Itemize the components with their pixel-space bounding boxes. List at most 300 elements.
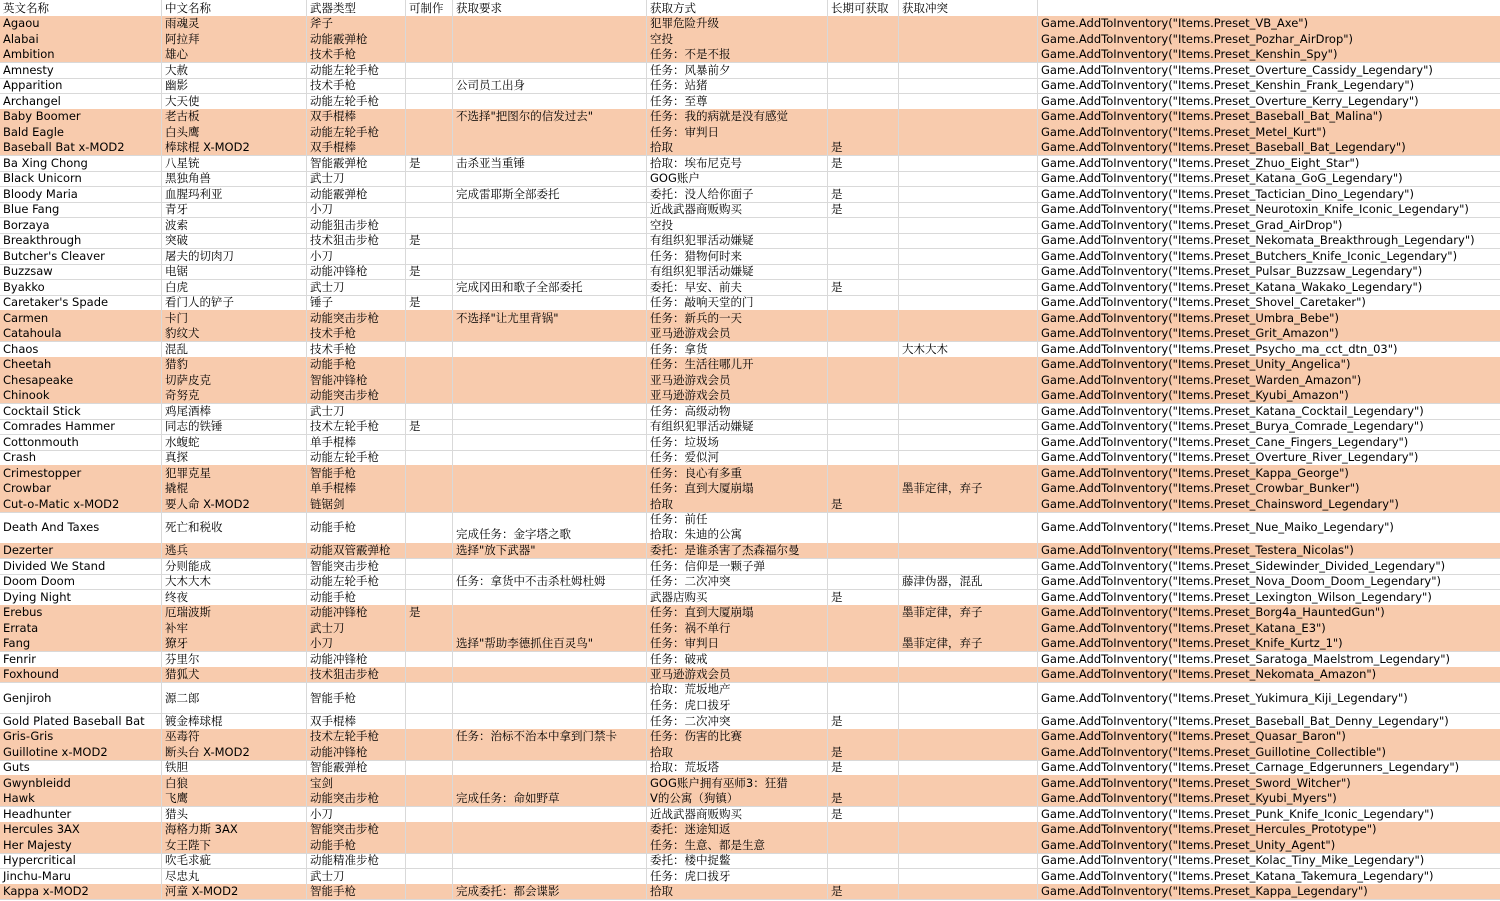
col-conflict-cell[interactable]: 大木大木: [899, 341, 1038, 357]
col-weapon-type-cell[interactable]: 动能冲锋枪: [307, 744, 406, 760]
col-conflict-cell[interactable]: [899, 822, 1038, 838]
col-english-name-cell[interactable]: Kappa x-MOD2: [0, 884, 162, 900]
col-english-name-cell[interactable]: Alabai: [0, 31, 162, 47]
col-obtain-method-cell[interactable]: 任务：审判日: [647, 124, 828, 140]
col-weapon-type-cell[interactable]: 技术左轮手枪: [307, 419, 406, 435]
col-command-cell[interactable]: Game.AddToInventory("Items.Preset_Neurotoxin_Knife_Iconic_Legendary"): [1041, 202, 1469, 217]
col-command-cell[interactable]: Game.AddToInventory("Items.Preset_Nekomata_Amazon"): [1041, 667, 1377, 682]
col-conflict-cell[interactable]: [899, 47, 1038, 63]
col-chinese-name-cell[interactable]: 女王陛下: [162, 837, 307, 853]
col-craftable-cell[interactable]: [406, 388, 453, 404]
col-command-cell[interactable]: Game.AddToInventory("Items.Preset_Kenshin_Spy"): [1041, 47, 1338, 62]
col-conflict-cell[interactable]: [899, 744, 1038, 760]
col-obtain-method-cell[interactable]: 任务：风暴前夕: [647, 62, 828, 78]
col-obtain-method-cell[interactable]: 近战武器商贩购买: [647, 806, 828, 822]
col-english-name-cell[interactable]: Carmen: [0, 310, 162, 326]
col-long-term-cell[interactable]: [828, 295, 899, 311]
col-english-name-cell[interactable]: Butcher's Cleaver: [0, 248, 162, 264]
col-long-term-cell[interactable]: [828, 512, 899, 543]
col-english-name-cell[interactable]: Ba Xing Chong: [0, 155, 162, 171]
col-conflict-cell[interactable]: [899, 310, 1038, 326]
col-command-cell[interactable]: Game.AddToInventory("Items.Preset_Psycho_ma_cct_dtn_03"): [1041, 341, 1398, 356]
col-weapon-type-cell[interactable]: 小刀: [307, 636, 406, 652]
col-conflict-cell[interactable]: [899, 806, 1038, 822]
col-craftable-cell[interactable]: [406, 791, 453, 807]
col-requirement-header[interactable]: 获取要求: [453, 0, 647, 16]
col-craftable-cell[interactable]: [406, 434, 453, 450]
col-command-cell[interactable]: Game.AddToInventory("Items.Preset_Kappa_George"): [1041, 465, 1349, 480]
col-obtain-method-cell[interactable]: 近战武器商贩购买: [647, 202, 828, 218]
col-command-cell[interactable]: Game.AddToInventory("Items.Preset_Unity_Angelica"): [1041, 357, 1351, 372]
col-command-cell[interactable]: Game.AddToInventory("Items.Preset_Kyubi_Myers"): [1041, 791, 1337, 806]
col-requirement-cell[interactable]: 完成任务：金字塔之歌: [453, 512, 647, 543]
col-requirement-cell[interactable]: [453, 589, 647, 605]
col-english-name-cell[interactable]: Dezerter: [0, 543, 162, 559]
col-chinese-name-cell[interactable]: 大天使: [162, 93, 307, 109]
col-conflict-cell[interactable]: [899, 124, 1038, 140]
col-english-name-cell[interactable]: Buzzsaw: [0, 264, 162, 280]
col-weapon-type-cell[interactable]: 智能手枪: [307, 465, 406, 481]
col-requirement-cell[interactable]: 完成雷耶斯全部委托: [453, 186, 647, 202]
col-chinese-name-cell[interactable]: 突破: [162, 233, 307, 249]
col-long-term-cell[interactable]: 是: [828, 760, 899, 776]
col-english-name-cell[interactable]: Fang: [0, 636, 162, 652]
col-chinese-name-cell[interactable]: 海格力斯 3AX: [162, 822, 307, 838]
col-command-cell[interactable]: Game.AddToInventory("Items.Preset_Katana_Takemura_Legendary"): [1041, 868, 1434, 883]
col-obtain-method-cell[interactable]: 任务：敲响天堂的门: [647, 295, 828, 311]
col-chinese-name-cell[interactable]: 同志的铁锤: [162, 419, 307, 435]
col-long-term-cell[interactable]: [828, 682, 899, 713]
col-long-term-cell[interactable]: [828, 419, 899, 435]
col-weapon-type-cell[interactable]: 武士刀: [307, 171, 406, 187]
col-command-cell[interactable]: Game.AddToInventory("Items.Preset_Yukimura_Kiji_Legendary"): [1041, 690, 1408, 705]
col-chinese-name-cell[interactable]: 镀金棒球棍: [162, 713, 307, 729]
col-weapon-type-cell[interactable]: 技术手枪: [307, 78, 406, 94]
col-weapon-type-cell[interactable]: 动能霰弹枪: [307, 186, 406, 202]
col-weapon-type-cell[interactable]: 双手棍棒: [307, 140, 406, 156]
col-weapon-type-cell[interactable]: 动能手枪: [307, 589, 406, 605]
col-weapon-type-cell[interactable]: 武士刀: [307, 620, 406, 636]
col-english-name-cell[interactable]: Cut-o-Matic x-MOD2: [0, 496, 162, 512]
col-requirement-cell[interactable]: [453, 605, 647, 621]
col-english-name-cell[interactable]: Comrades Hammer: [0, 419, 162, 435]
col-obtain-method-cell[interactable]: 委托：没人给你面子: [647, 186, 828, 202]
col-command-cell[interactable]: Game.AddToInventory("Items.Preset_VB_Axe"): [1041, 16, 1309, 31]
col-obtain-method-cell[interactable]: 任务：信仰是一颗子弹: [647, 558, 828, 574]
col-long-term-cell[interactable]: [828, 341, 899, 357]
col-conflict-cell[interactable]: [899, 233, 1038, 249]
col-obtain-method-cell[interactable]: 任务：二次冲突: [647, 574, 828, 590]
col-command-cell[interactable]: Game.AddToInventory("Items.Preset_Overture_Cassidy_Legendary"): [1041, 62, 1433, 77]
col-requirement-cell[interactable]: [453, 760, 647, 776]
col-long-term-cell[interactable]: 是: [828, 202, 899, 218]
col-command-cell[interactable]: Game.AddToInventory("Items.Preset_Grad_AirDrop"): [1041, 217, 1343, 232]
col-requirement-cell[interactable]: [453, 822, 647, 838]
col-obtain-method-cell[interactable]: 拾取: [647, 496, 828, 512]
col-craftable-cell[interactable]: 是: [406, 605, 453, 621]
col-command-cell[interactable]: Game.AddToInventory("Items.Preset_Punk_Knife_Iconic_Legendary"): [1041, 806, 1434, 821]
col-conflict-cell[interactable]: [899, 279, 1038, 295]
col-craftable-cell[interactable]: [406, 109, 453, 125]
col-command-cell[interactable]: Game.AddToInventory("Items.Preset_Grit_Amazon"): [1041, 326, 1339, 341]
col-long-term-cell[interactable]: [828, 217, 899, 233]
col-chinese-name-cell[interactable]: 水蝮蛇: [162, 434, 307, 450]
col-requirement-cell[interactable]: [453, 496, 647, 512]
col-command-cell[interactable]: Game.AddToInventory("Items.Preset_Kyubi_Amazon"): [1041, 388, 1349, 403]
col-command-cell[interactable]: Game.AddToInventory("Items.Preset_Baseball_Bat_Denny_Legendary"): [1041, 713, 1449, 728]
col-weapon-type-cell[interactable]: 动能左轮手枪: [307, 124, 406, 140]
col-conflict-cell[interactable]: [899, 264, 1038, 280]
col-english-name-cell[interactable]: Caretaker's Spade: [0, 295, 162, 311]
col-chinese-name-cell[interactable]: 河童 X-MOD2: [162, 884, 307, 900]
col-craftable-cell[interactable]: [406, 682, 453, 713]
col-english-name-cell[interactable]: Dying Night: [0, 589, 162, 605]
col-chinese-name-cell[interactable]: 白头鹰: [162, 124, 307, 140]
col-conflict-cell[interactable]: [899, 450, 1038, 466]
col-craftable-cell[interactable]: [406, 357, 453, 373]
col-command-cell[interactable]: Game.AddToInventory("Items.Preset_Sword_Witcher"): [1041, 775, 1351, 790]
col-requirement-cell[interactable]: [453, 295, 647, 311]
col-craftable-cell[interactable]: [406, 512, 453, 543]
col-obtain-method-cell[interactable]: 空投: [647, 31, 828, 47]
col-chinese-name-header[interactable]: 中文名称: [162, 0, 307, 16]
col-requirement-cell[interactable]: [453, 357, 647, 373]
col-obtain-method-cell[interactable]: 武器店购买: [647, 589, 828, 605]
col-conflict-cell[interactable]: [899, 419, 1038, 435]
col-obtain-method-cell[interactable]: 委托：是谁杀害了杰森福尔曼: [647, 543, 828, 559]
col-requirement-cell[interactable]: 不选择"把图尔的信发过去": [453, 109, 647, 125]
col-english-name-cell[interactable]: Bloody Maria: [0, 186, 162, 202]
col-chinese-name-cell[interactable]: 电锯: [162, 264, 307, 280]
col-craftable-cell[interactable]: 是: [406, 264, 453, 280]
col-obtain-method-cell[interactable]: 任务：前任 拾取：朱迪的公寓: [647, 512, 828, 543]
col-chinese-name-cell[interactable]: 大木大木: [162, 574, 307, 590]
col-craftable-cell[interactable]: [406, 465, 453, 481]
col-english-name-cell[interactable]: Doom Doom: [0, 574, 162, 590]
col-long-term-cell[interactable]: [828, 636, 899, 652]
col-long-term-cell[interactable]: [828, 310, 899, 326]
col-command-cell[interactable]: Game.AddToInventory("Items.Preset_Pozhar_AirDrop"): [1041, 31, 1354, 46]
col-long-term-cell[interactable]: [828, 62, 899, 78]
col-command-cell[interactable]: Game.AddToInventory("Items.Preset_Baseball_Bat_Malina"): [1041, 109, 1383, 124]
col-conflict-cell[interactable]: [899, 388, 1038, 404]
col-requirement-cell[interactable]: [453, 465, 647, 481]
col-obtain-method-cell[interactable]: 任务：站猪: [647, 78, 828, 94]
col-requirement-cell[interactable]: 任务：拿货中不击杀杜姆杜姆: [453, 574, 647, 590]
col-craftable-cell[interactable]: 是: [406, 155, 453, 171]
col-english-name-cell[interactable]: Hercules 3AX: [0, 822, 162, 838]
col-long-term-cell[interactable]: [828, 729, 899, 745]
col-command-cell[interactable]: Game.AddToInventory("Items.Preset_Crowbar_Bunker"): [1041, 481, 1360, 496]
col-chinese-name-cell[interactable]: 奇努克: [162, 388, 307, 404]
col-conflict-cell[interactable]: [899, 78, 1038, 94]
col-obtain-method-cell[interactable]: 犯罪危险升级: [647, 16, 828, 32]
col-english-name-cell[interactable]: Byakko: [0, 279, 162, 295]
col-requirement-cell[interactable]: [453, 93, 647, 109]
col-obtain-method-cell[interactable]: 亚马逊游戏会员: [647, 326, 828, 342]
col-craftable-cell[interactable]: [406, 853, 453, 869]
col-command-cell[interactable]: Game.AddToInventory("Items.Preset_Burya_Comrade_Legendary"): [1041, 419, 1424, 434]
col-chinese-name-cell[interactable]: 黑独角兽: [162, 171, 307, 187]
col-requirement-cell[interactable]: [453, 450, 647, 466]
col-craftable-cell[interactable]: [406, 868, 453, 884]
col-conflict-cell[interactable]: [899, 713, 1038, 729]
col-craftable-cell[interactable]: [406, 651, 453, 667]
col-obtain-method-cell[interactable]: 任务：虎口拔牙: [647, 868, 828, 884]
col-chinese-name-cell[interactable]: 老古板: [162, 109, 307, 125]
col-obtain-method-cell[interactable]: 任务：高级动物: [647, 403, 828, 419]
col-command-cell[interactable]: Game.AddToInventory("Items.Preset_Kappa_Legendary"): [1041, 884, 1368, 899]
col-requirement-cell[interactable]: 选择"放下武器": [453, 543, 647, 559]
col-long-term-cell[interactable]: [828, 171, 899, 187]
col-long-term-cell[interactable]: [828, 775, 899, 791]
col-requirement-cell[interactable]: [453, 837, 647, 853]
col-command-cell[interactable]: Game.AddToInventory("Items.Preset_Katana_Cocktail_Legendary"): [1041, 403, 1424, 418]
col-craftable-cell[interactable]: [406, 636, 453, 652]
col-chinese-name-cell[interactable]: 卡门: [162, 310, 307, 326]
col-long-term-cell[interactable]: [828, 434, 899, 450]
col-english-name-cell[interactable]: Chinook: [0, 388, 162, 404]
col-weapon-type-cell[interactable]: 动能手枪: [307, 357, 406, 373]
col-chinese-name-cell[interactable]: 芬里尔: [162, 651, 307, 667]
col-chinese-name-cell[interactable]: 犯罪克星: [162, 465, 307, 481]
col-requirement-cell[interactable]: [453, 124, 647, 140]
col-conflict-cell[interactable]: [899, 31, 1038, 47]
col-command-header[interactable]: [1038, 0, 1500, 16]
col-command-cell[interactable]: Game.AddToInventory("Items.Preset_Overture_Kerry_Legendary"): [1041, 93, 1419, 108]
col-obtain-method-cell[interactable]: 任务：爱似河: [647, 450, 828, 466]
col-chinese-name-cell[interactable]: 铁胆: [162, 760, 307, 776]
col-obtain-method-cell[interactable]: 委托：早安、前夫: [647, 279, 828, 295]
col-requirement-cell[interactable]: 完成任务：命如野草: [453, 791, 647, 807]
col-obtain-method-cell[interactable]: 亚马逊游戏会员: [647, 372, 828, 388]
col-weapon-type-cell[interactable]: 武士刀: [307, 279, 406, 295]
col-weapon-type-cell[interactable]: 双手棍棒: [307, 713, 406, 729]
col-obtain-method-cell[interactable]: 任务：猎物何时来: [647, 248, 828, 264]
col-requirement-cell[interactable]: [453, 806, 647, 822]
col-weapon-type-cell[interactable]: 小刀: [307, 202, 406, 218]
col-english-name-cell[interactable]: Catahoula: [0, 326, 162, 342]
col-chinese-name-cell[interactable]: 死亡和税收: [162, 512, 307, 543]
col-command-cell[interactable]: Game.AddToInventory("Items.Preset_Zhuo_Eight_Star"): [1041, 155, 1360, 170]
col-command-cell[interactable]: Game.AddToInventory("Items.Preset_Kenshin_Frank_Legendary"): [1041, 78, 1415, 93]
col-obtain-method-cell[interactable]: 任务：审判日: [647, 636, 828, 652]
col-obtain-method-cell[interactable]: 任务：破戒: [647, 651, 828, 667]
col-weapon-type-cell[interactable]: 技术狙击步枪: [307, 233, 406, 249]
col-english-name-cell[interactable]: Gris-Gris: [0, 729, 162, 745]
col-english-name-cell[interactable]: Guillotine x-MOD2: [0, 744, 162, 760]
col-english-name-cell[interactable]: Archangel: [0, 93, 162, 109]
col-conflict-cell[interactable]: [899, 93, 1038, 109]
col-command-cell[interactable]: Game.AddToInventory("Items.Preset_Kolac_Tiny_Mike_Legendary"): [1041, 853, 1425, 868]
col-command-cell[interactable]: Game.AddToInventory("Items.Preset_Carnage_Edgerunners_Legendary"): [1041, 760, 1460, 775]
col-long-term-cell[interactable]: [828, 558, 899, 574]
col-command-cell[interactable]: Game.AddToInventory("Items.Preset_Nekomata_Breakthrough_Legendary"): [1041, 233, 1475, 248]
col-long-term-cell[interactable]: 是: [828, 496, 899, 512]
col-obtain-method-cell[interactable]: 任务：二次冲突: [647, 713, 828, 729]
col-chinese-name-cell[interactable]: 青牙: [162, 202, 307, 218]
col-craftable-cell[interactable]: [406, 47, 453, 63]
col-craftable-cell[interactable]: 是: [406, 295, 453, 311]
col-chinese-name-cell[interactable]: 分则能成: [162, 558, 307, 574]
col-weapon-type-cell[interactable]: 动能手枪: [307, 837, 406, 853]
col-long-term-cell[interactable]: [828, 868, 899, 884]
col-craftable-cell[interactable]: [406, 574, 453, 590]
col-chinese-name-cell[interactable]: 豹纹犬: [162, 326, 307, 342]
col-long-term-cell[interactable]: [828, 853, 899, 869]
col-craftable-cell[interactable]: [406, 775, 453, 791]
col-requirement-cell[interactable]: [453, 419, 647, 435]
col-requirement-cell[interactable]: [453, 620, 647, 636]
col-long-term-cell[interactable]: [828, 543, 899, 559]
col-craftable-cell[interactable]: [406, 341, 453, 357]
col-weapon-type-cell[interactable]: 技术手枪: [307, 47, 406, 63]
col-conflict-cell[interactable]: [899, 589, 1038, 605]
col-obtain-method-cell[interactable]: 任务：伤害的比赛: [647, 729, 828, 745]
col-long-term-cell[interactable]: [828, 233, 899, 249]
col-command-cell[interactable]: Game.AddToInventory("Items.Preset_Metel_Kurt"): [1041, 124, 1327, 139]
col-command-cell[interactable]: Game.AddToInventory("Items.Preset_Umbra_Bebe"): [1041, 310, 1339, 325]
col-requirement-cell[interactable]: [453, 713, 647, 729]
col-craftable-cell[interactable]: [406, 124, 453, 140]
col-craftable-cell[interactable]: [406, 481, 453, 497]
col-english-name-cell[interactable]: Jinchu-Maru: [0, 868, 162, 884]
col-conflict-cell[interactable]: [899, 853, 1038, 869]
col-conflict-cell[interactable]: [899, 543, 1038, 559]
col-weapon-type-cell[interactable]: 智能手枪: [307, 682, 406, 713]
col-requirement-cell[interactable]: [453, 682, 647, 713]
col-english-name-cell[interactable]: Guts: [0, 760, 162, 776]
col-long-term-cell[interactable]: 是: [828, 806, 899, 822]
col-requirement-cell[interactable]: [453, 434, 647, 450]
col-conflict-cell[interactable]: [899, 155, 1038, 171]
col-weapon-type-cell[interactable]: 动能左轮手枪: [307, 93, 406, 109]
col-chinese-name-cell[interactable]: 切萨皮克: [162, 372, 307, 388]
col-english-name-cell[interactable]: Crimestopper: [0, 465, 162, 481]
col-obtain-method-cell[interactable]: 有组织犯罪活动嫌疑: [647, 233, 828, 249]
col-english-name-cell[interactable]: Crash: [0, 450, 162, 466]
col-requirement-cell[interactable]: [453, 233, 647, 249]
col-conflict-cell[interactable]: [899, 186, 1038, 202]
col-english-name-cell[interactable]: Borzaya: [0, 217, 162, 233]
col-requirement-cell[interactable]: 选择"帮助李德抓住百灵鸟": [453, 636, 647, 652]
col-weapon-type-cell[interactable]: 动能突击步枪: [307, 310, 406, 326]
col-obtain-method-cell[interactable]: GOG账户拥有巫师3：狂猎: [647, 775, 828, 791]
col-craftable-cell[interactable]: [406, 202, 453, 218]
col-conflict-cell[interactable]: [899, 295, 1038, 311]
col-obtain-method-cell[interactable]: 任务：生意、都是生意: [647, 837, 828, 853]
col-long-term-cell[interactable]: 是: [828, 884, 899, 900]
col-command-cell[interactable]: Game.AddToInventory("Items.Preset_Cane_Fingers_Legendary"): [1041, 434, 1409, 449]
col-long-term-cell[interactable]: [828, 326, 899, 342]
col-english-name-cell[interactable]: Breakthrough: [0, 233, 162, 249]
col-obtain-method-cell[interactable]: 任务：我的病就是没有感觉: [647, 109, 828, 125]
col-command-cell[interactable]: Game.AddToInventory("Items.Preset_Hercules_Prototype"): [1041, 822, 1377, 837]
col-conflict-cell[interactable]: [899, 372, 1038, 388]
col-chinese-name-cell[interactable]: 鸡尾酒棒: [162, 403, 307, 419]
col-chinese-name-cell[interactable]: 巫毒符: [162, 729, 307, 745]
col-craftable-cell[interactable]: [406, 760, 453, 776]
col-requirement-cell[interactable]: [453, 775, 647, 791]
col-long-term-cell[interactable]: 是: [828, 791, 899, 807]
col-conflict-cell[interactable]: [899, 140, 1038, 156]
col-chinese-name-cell[interactable]: 吹毛求疵: [162, 853, 307, 869]
col-obtain-method-cell[interactable]: 任务：良心有多重: [647, 465, 828, 481]
col-obtain-method-cell[interactable]: 委托：迷途知返: [647, 822, 828, 838]
col-craftable-cell[interactable]: [406, 744, 453, 760]
col-chinese-name-cell[interactable]: 厄瑞波斯: [162, 605, 307, 621]
col-weapon-type-cell[interactable]: 动能左轮手枪: [307, 574, 406, 590]
col-requirement-cell[interactable]: 完成冈田和歌子全部委托: [453, 279, 647, 295]
col-conflict-cell[interactable]: [899, 217, 1038, 233]
col-long-term-cell[interactable]: [828, 822, 899, 838]
col-weapon-type-cell[interactable]: 动能手枪: [307, 512, 406, 543]
col-chinese-name-cell[interactable]: 屠夫的切肉刀: [162, 248, 307, 264]
col-weapon-type-cell[interactable]: 技术左轮手枪: [307, 729, 406, 745]
col-requirement-cell[interactable]: [453, 372, 647, 388]
col-chinese-name-cell[interactable]: 八星铳: [162, 155, 307, 171]
col-chinese-name-cell[interactable]: 大赦: [162, 62, 307, 78]
col-requirement-cell[interactable]: [453, 744, 647, 760]
col-command-cell[interactable]: Game.AddToInventory("Items.Preset_Nova_Doom_Doom_Legendary"): [1041, 574, 1442, 589]
col-english-name-cell[interactable]: Cottonmouth: [0, 434, 162, 450]
col-obtain-method-cell[interactable]: 任务：垃圾场: [647, 434, 828, 450]
col-chinese-name-cell[interactable]: 血腥玛利亚: [162, 186, 307, 202]
col-requirement-cell[interactable]: [453, 388, 647, 404]
col-craftable-cell[interactable]: 是: [406, 233, 453, 249]
col-requirement-cell[interactable]: [453, 264, 647, 280]
col-chinese-name-cell[interactable]: 断头台 X-MOD2: [162, 744, 307, 760]
col-craftable-cell[interactable]: [406, 326, 453, 342]
col-craftable-cell[interactable]: [406, 372, 453, 388]
col-chinese-name-cell[interactable]: 猎豹: [162, 357, 307, 373]
col-requirement-cell[interactable]: [453, 651, 647, 667]
col-requirement-cell[interactable]: 不选择"让尤里背锅": [453, 310, 647, 326]
col-conflict-cell[interactable]: [899, 884, 1038, 900]
col-command-cell[interactable]: Game.AddToInventory("Items.Preset_Quasar_Baron"): [1041, 729, 1346, 744]
col-weapon-type-cell[interactable]: 动能冲锋枪: [307, 605, 406, 621]
col-chinese-name-cell[interactable]: 獠牙: [162, 636, 307, 652]
col-craftable-cell[interactable]: [406, 837, 453, 853]
col-weapon-type-cell[interactable]: 技术狙击步枪: [307, 667, 406, 683]
col-weapon-type-cell[interactable]: 双手棍棒: [307, 109, 406, 125]
col-requirement-cell[interactable]: 完成委托：都会谍影: [453, 884, 647, 900]
col-requirement-cell[interactable]: 任务：治标不治本中拿到门禁卡: [453, 729, 647, 745]
col-english-name-cell[interactable]: Foxhound: [0, 667, 162, 683]
col-conflict-cell[interactable]: [899, 109, 1038, 125]
col-chinese-name-cell[interactable]: 猎头: [162, 806, 307, 822]
col-conflict-cell[interactable]: [899, 620, 1038, 636]
col-requirement-cell[interactable]: [453, 326, 647, 342]
col-long-term-cell[interactable]: [828, 109, 899, 125]
col-requirement-cell[interactable]: [453, 217, 647, 233]
col-long-term-cell[interactable]: [828, 31, 899, 47]
col-long-term-cell[interactable]: [828, 388, 899, 404]
col-long-term-cell[interactable]: [828, 264, 899, 280]
col-weapon-type-cell[interactable]: 动能冲锋枪: [307, 651, 406, 667]
col-english-name-cell[interactable]: Chesapeake: [0, 372, 162, 388]
col-obtain-method-cell[interactable]: 任务：至尊: [647, 93, 828, 109]
col-english-name-cell[interactable]: Gold Plated Baseball Bat: [0, 713, 162, 729]
col-requirement-cell[interactable]: [453, 403, 647, 419]
col-requirement-cell[interactable]: [453, 667, 647, 683]
col-weapon-type-header[interactable]: 武器类型: [307, 0, 406, 16]
col-conflict-cell[interactable]: [899, 202, 1038, 218]
col-conflict-cell[interactable]: [899, 465, 1038, 481]
col-command-cell[interactable]: Game.AddToInventory("Items.Preset_Katana_Wakako_Legendary"): [1041, 279, 1423, 294]
col-conflict-cell[interactable]: [899, 651, 1038, 667]
col-obtain-method-cell[interactable]: 有组织犯罪活动嫌疑: [647, 419, 828, 435]
